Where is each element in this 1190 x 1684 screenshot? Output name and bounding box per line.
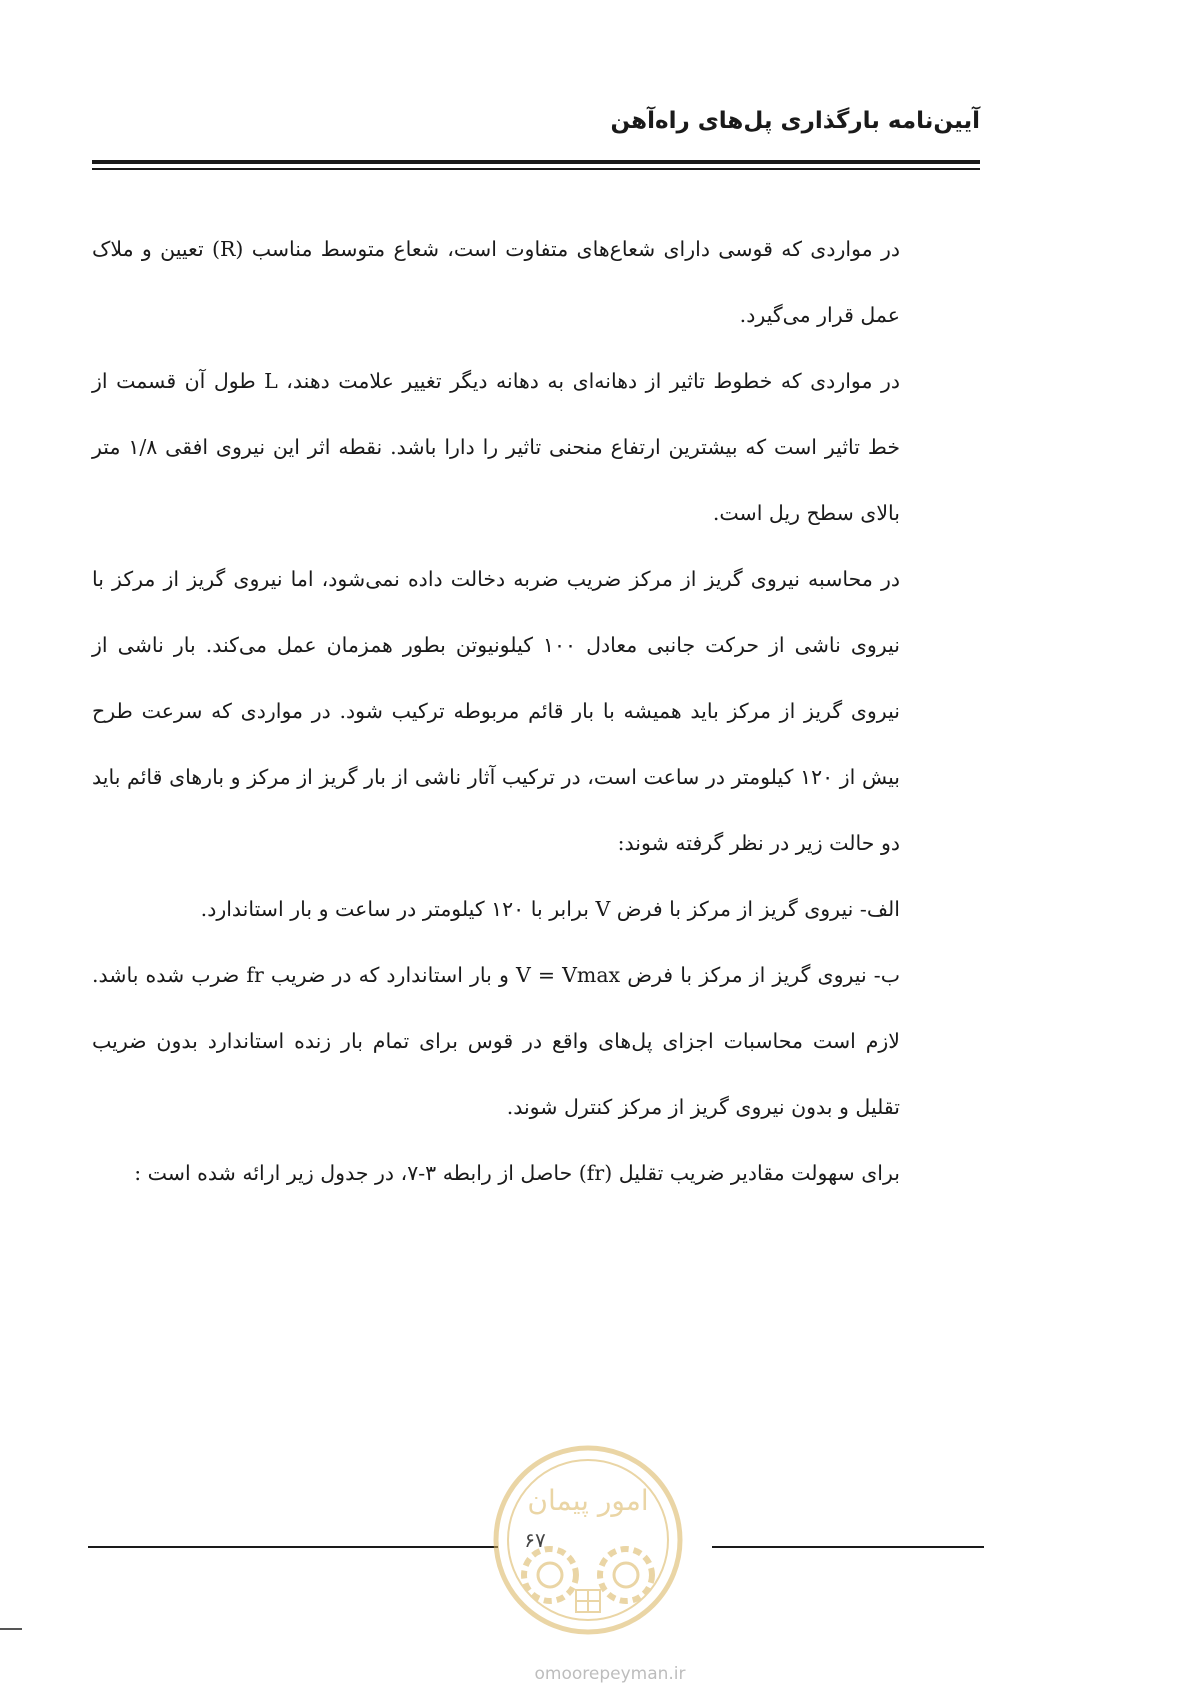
- footer-rule-left: [88, 1546, 498, 1548]
- watermark-seal-icon: [488, 1440, 688, 1640]
- footer-rule-right: [712, 1546, 984, 1548]
- paragraph-case-a: الف- نیروی گریز از مرکز با فرض V برابر با ۱۲۰ کیلومتر در ساعت و بار استاندارد.: [200, 897, 900, 921]
- paragraph-arc-radius: در مواردی که قوسی دارای شعاع‌های متفاوت است، شعاع متوسط مناسب (R) تعیین و ملاک عمل قرار می‌گیرد.: [92, 237, 900, 327]
- page-header-title: آیین‌نامه بارگذاری پل‌های راه‌آهن: [610, 108, 980, 134]
- paragraph-centrifugal-force: در محاسبه نیروی گریز از مرکز ضریب ضربه دخالت داده نمی‌شود، اما نیروی گریز از مرکز با نیروی ناشی از حرکت جانبی معادل ۱۰۰ کیلونیوتن بطور همزمان عمل می‌کند. بار ناشی از نیروی گریز از مرکز باید همیشه با بار قائم مربوطه ترکیب شود. در مواردی که سرعت طرح بیش از ۱۲۰ کیلومتر در ساعت است، در ترکیب آثار ناشی از بار گریز از مرکز و بارهای قائم باید دو حالت زیر در نظر گرفته شوند:: [92, 567, 901, 855]
- margin-mark: [0, 1628, 22, 1630]
- watermark-seal-text: امور پیمان: [527, 1484, 649, 1517]
- page-number: ۶۷: [524, 1528, 546, 1552]
- header-rule-thin: [92, 168, 980, 170]
- header-rule-thick: [92, 160, 980, 164]
- paragraph-reduction-table: برای سهولت مقادیر ضریب تقلیل (fr) حاصل از رابطه ۳-۷، در جدول زیر ارائه شده است :: [134, 1161, 900, 1185]
- paragraph-influence-line: در مواردی که خطوط تاثیر از دهانه‌ای به دهانه دیگر تغییر علامت دهند، L طول آن قسمت از خط تاثیر است که بیشترین ارتفاع منحنی تاثیر را دارا باشد. نقطه اثر این نیروی افقی ۱/۸ متر بالای سطح ریل است.: [92, 369, 900, 525]
- watermark-url: omoorepeyman.ir: [534, 1664, 686, 1684]
- body-text: [92, 216, 900, 1206]
- paragraph-case-b: ب- نیروی گریز از مرکز با فرض V = Vmax و بار استاندارد که در ضریب fr ضرب شده باشد. لازم است محاسبات اجزای پل‌های واقع در قوس برای تمام بار زنده استاندارد بدون ضریب تقلیل و بدون نیروی گریز از مرکز کنترل شوند.: [92, 963, 900, 1119]
